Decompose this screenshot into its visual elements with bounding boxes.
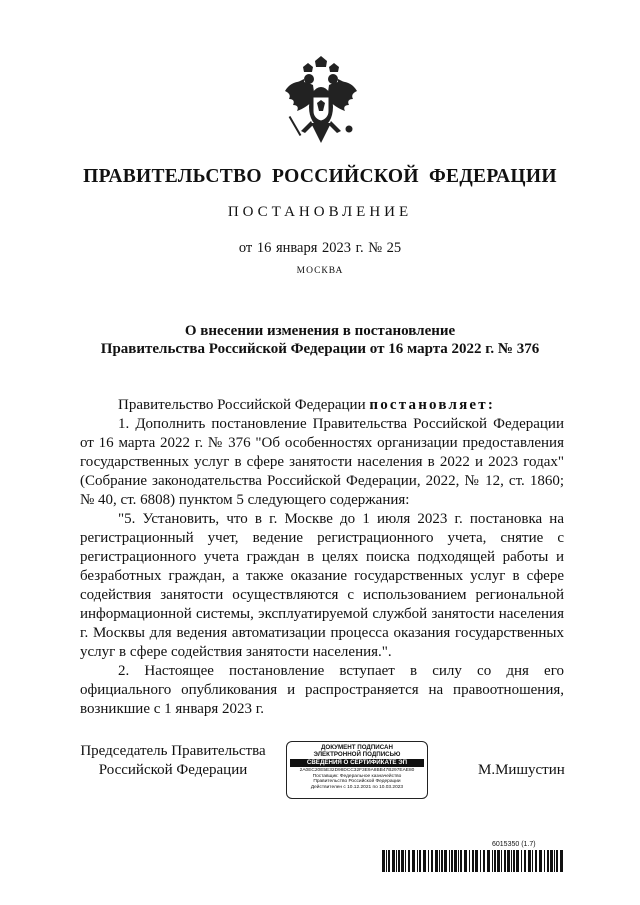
government-title: ПРАВИТЕЛЬСТВО РОССИЙСКОЙ ФЕДЕРАЦИИ — [83, 166, 557, 187]
signer-position — [78, 742, 268, 780]
stamp-line-2: ЭЛЕКТРОННОЙ ПОДПИСЬЮ — [313, 751, 401, 758]
intro-text: Правительство Российской Федерации — [118, 397, 370, 413]
document-body — [80, 396, 564, 719]
signer-name: М.Мишустин — [478, 762, 565, 778]
barcode-icon — [382, 850, 564, 872]
body-paragraph-1: 1. Дополнить постановление Правительства Российской Федерации от 16 марта 2022 г. № 376 "Об особенностях организации предоставления государственных услуг в сфере занятости населения в 2022 и 2023 годах" (Собрание законодательства Российской Федерации, 2022, № 12, ст. 1860; № 40, ст. 6808) пунктом 5 следующего содержания: — [80, 416, 564, 508]
document-subject — [0, 322, 640, 358]
decree-verb: постановляет: — [369, 397, 496, 413]
electronic-signature-stamp — [286, 741, 428, 799]
stamp-issuer: Поставщик: Федеральное казначейство — [312, 773, 402, 779]
stamp-owner: Правительство Российской Федерации — [313, 779, 401, 785]
barcode-number: 6015350 (1.7) — [492, 841, 536, 848]
signer-position-line-1: Председатель Правительства — [80, 743, 266, 759]
subject-line-1: О внесении изменения в постановление — [184, 323, 456, 339]
stamp-line-1: ДОКУМЕНТ ПОДПИСАН — [321, 744, 393, 751]
body-intro — [80, 396, 564, 415]
body-paragraph-2: "5. Установить, что в г. Москве до 1 июля 2023 г. постановка на регистрационный учет, ведение регистрационного учета, снятие с регистрационного учета граждан в целях поиска подходящей работы и безработных граждан, а также оказание государственных услуг в сфере содействия занятости осуществляются с использованием региональной информационной системы, эксплуатируемой службой занятости населения г. Москвы для ведения автоматизации процесса оказания государственных услуг в сфере содействия занятости населения.". — [80, 511, 564, 660]
document-date-number: от 16 января 2023 г. № 25 — [238, 240, 402, 256]
signer-position-line-2: Российской Федерации — [98, 762, 248, 778]
stamp-cert-header: СВЕДЕНИЯ О СЕРТИФИКАТЕ ЭП — [290, 759, 424, 767]
coat-of-arms-icon — [283, 55, 359, 155]
stamp-cert-number: 2A0EC20E5E32D98DCC32F3E9A8BB47B297EAE80 — [299, 768, 415, 773]
document-type: ПОСТАНОВЛЕНИЕ — [227, 204, 413, 220]
document-city: МОСКВА — [296, 266, 344, 276]
body-paragraph-3: 2. Настоящее постановление вступает в силу со дня его официального опубликования и распространяется на правоотношения, возникшие с 1 января 2023 г. — [80, 663, 564, 717]
subject-line-2: Правительства Российской Федерации от 16 марта 2022 г. № 376 — [100, 341, 540, 357]
stamp-validity: Действителен с 10.12.2021 по 10.03.2023 — [310, 784, 404, 790]
